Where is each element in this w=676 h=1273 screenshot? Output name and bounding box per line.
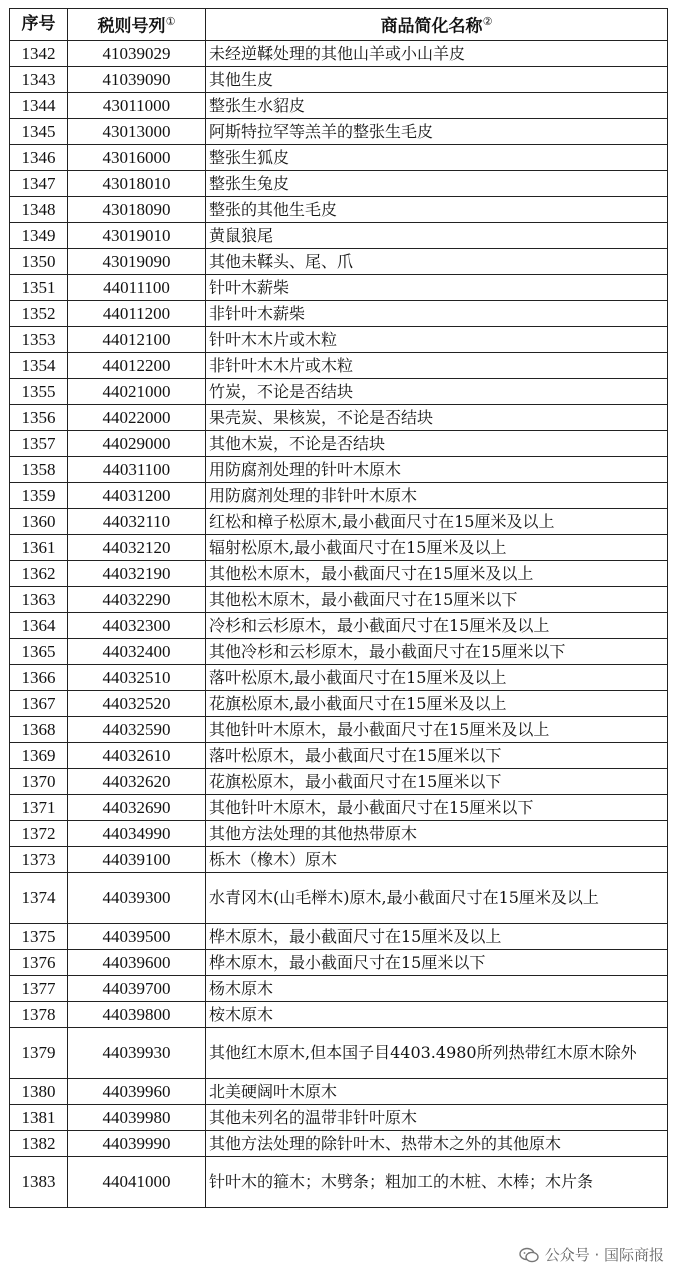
seq-cell: 1379 xyxy=(10,1027,68,1078)
seq-cell: 1361 xyxy=(10,534,68,560)
table-row xyxy=(10,482,668,508)
name-cell: 其他针叶木原木，最小截面尺寸在15厘米以下 xyxy=(206,794,668,820)
code-cell: 44039990 xyxy=(68,1130,206,1156)
header-name: 商品简化名称② xyxy=(206,9,668,41)
seq-cell: 1366 xyxy=(10,664,68,690)
code-cell: 44039500 xyxy=(68,923,206,949)
table-row xyxy=(10,664,668,690)
name-cell: 整张的其他生毛皮 xyxy=(206,196,668,222)
table-row xyxy=(10,1078,668,1104)
table-row xyxy=(10,612,668,638)
table-row xyxy=(10,456,668,482)
name-cell: 其他松木原木，最小截面尺寸在15厘米及以上 xyxy=(206,560,668,586)
table-row xyxy=(10,716,668,742)
seq-cell: 1381 xyxy=(10,1104,68,1130)
seq-cell: 1382 xyxy=(10,1130,68,1156)
table-row xyxy=(10,170,668,196)
table-row xyxy=(10,40,668,66)
code-cell: 44039100 xyxy=(68,846,206,872)
header-code: 税则号列① xyxy=(68,9,206,41)
code-cell: 44011200 xyxy=(68,300,206,326)
header-seq: 序号 xyxy=(10,9,68,41)
name-cell: 其他针叶木原木，最小截面尺寸在15厘米及以上 xyxy=(206,716,668,742)
table-row xyxy=(10,430,668,456)
name-cell: 整张生兔皮 xyxy=(206,170,668,196)
code-cell: 44041000 xyxy=(68,1156,206,1207)
seq-cell: 1369 xyxy=(10,742,68,768)
name-cell: 桦木原木，最小截面尺寸在15厘米以下 xyxy=(206,949,668,975)
code-cell: 44032290 xyxy=(68,586,206,612)
table-row xyxy=(10,1130,668,1156)
table-row xyxy=(10,846,668,872)
watermark xyxy=(519,1244,664,1265)
name-cell: 冷杉和云杉原木，最小截面尺寸在15厘米及以上 xyxy=(206,612,668,638)
seq-cell: 1347 xyxy=(10,170,68,196)
table-row xyxy=(10,949,668,975)
code-cell: 44011100 xyxy=(68,274,206,300)
code-cell: 44012100 xyxy=(68,326,206,352)
name-cell: 整张生狐皮 xyxy=(206,144,668,170)
seq-cell: 1374 xyxy=(10,872,68,923)
seq-cell: 1370 xyxy=(10,768,68,794)
seq-cell: 1348 xyxy=(10,196,68,222)
seq-cell: 1376 xyxy=(10,949,68,975)
code-cell: 44031100 xyxy=(68,456,206,482)
table-row xyxy=(10,923,668,949)
seq-cell: 1372 xyxy=(10,820,68,846)
code-cell: 44031200 xyxy=(68,482,206,508)
code-cell: 44039700 xyxy=(68,975,206,1001)
name-cell: 针叶木的箍木；木劈条；粗加工的木桩、木棒；木片条 xyxy=(206,1156,668,1207)
code-cell: 44032510 xyxy=(68,664,206,690)
table-row xyxy=(10,975,668,1001)
code-cell: 44012200 xyxy=(68,352,206,378)
code-cell: 44039300 xyxy=(68,872,206,923)
code-cell: 44032520 xyxy=(68,690,206,716)
name-cell: 水青冈木(山毛榉木)原木,最小截面尺寸在15厘米及以上 xyxy=(206,872,668,923)
seq-cell: 1368 xyxy=(10,716,68,742)
code-cell: 41039090 xyxy=(68,66,206,92)
table-row xyxy=(10,248,668,274)
name-cell: 其他方法处理的除针叶木、热带木之外的其他原木 xyxy=(206,1130,668,1156)
code-cell: 43016000 xyxy=(68,144,206,170)
table-row xyxy=(10,144,668,170)
table-row xyxy=(10,378,668,404)
table-row xyxy=(10,794,668,820)
code-cell: 44039930 xyxy=(68,1027,206,1078)
name-cell: 其他冷杉和云杉原木，最小截面尺寸在15厘米以下 xyxy=(206,638,668,664)
header-row xyxy=(10,9,668,41)
seq-cell: 1373 xyxy=(10,846,68,872)
seq-cell: 1349 xyxy=(10,222,68,248)
seq-cell: 1352 xyxy=(10,300,68,326)
table-row xyxy=(10,352,668,378)
code-cell: 43011000 xyxy=(68,92,206,118)
table-row xyxy=(10,118,668,144)
footnote-mark-1: ① xyxy=(165,15,176,28)
seq-cell: 1343 xyxy=(10,66,68,92)
code-cell: 44039960 xyxy=(68,1078,206,1104)
footnote-mark-2: ② xyxy=(482,15,493,28)
code-cell: 44039980 xyxy=(68,1104,206,1130)
seq-cell: 1345 xyxy=(10,118,68,144)
seq-cell: 1377 xyxy=(10,975,68,1001)
table-row xyxy=(10,1027,668,1078)
seq-cell: 1354 xyxy=(10,352,68,378)
seq-cell: 1367 xyxy=(10,690,68,716)
seq-cell: 1383 xyxy=(10,1156,68,1207)
table-row xyxy=(10,820,668,846)
name-cell: 其他松木原木，最小截面尺寸在15厘米以下 xyxy=(206,586,668,612)
seq-cell: 1365 xyxy=(10,638,68,664)
code-cell: 43018010 xyxy=(68,170,206,196)
name-cell: 其他生皮 xyxy=(206,66,668,92)
code-cell: 43018090 xyxy=(68,196,206,222)
name-cell: 花旗松原木,最小截面尺寸在15厘米及以上 xyxy=(206,690,668,716)
code-cell: 44032400 xyxy=(68,638,206,664)
name-cell: 落叶松原木，最小截面尺寸在15厘米以下 xyxy=(206,742,668,768)
seq-cell: 1357 xyxy=(10,430,68,456)
table-row xyxy=(10,1156,668,1207)
seq-cell: 1356 xyxy=(10,404,68,430)
code-cell: 44034990 xyxy=(68,820,206,846)
code-cell: 43019010 xyxy=(68,222,206,248)
name-cell: 用防腐剂处理的非针叶木原木 xyxy=(206,482,668,508)
name-cell: 非针叶木木片或木粒 xyxy=(206,352,668,378)
seq-cell: 1346 xyxy=(10,144,68,170)
code-cell: 44039600 xyxy=(68,949,206,975)
name-cell: 黄鼠狼尾 xyxy=(206,222,668,248)
tariff-table xyxy=(9,8,668,1208)
name-cell: 整张生水貂皮 xyxy=(206,92,668,118)
seq-cell: 1358 xyxy=(10,456,68,482)
name-cell: 北美硬阔叶木原木 xyxy=(206,1078,668,1104)
name-cell: 未经逆鞣处理的其他山羊或小山羊皮 xyxy=(206,40,668,66)
name-cell: 针叶木木片或木粒 xyxy=(206,326,668,352)
name-cell: 用防腐剂处理的针叶木原木 xyxy=(206,456,668,482)
table-row xyxy=(10,560,668,586)
seq-cell: 1364 xyxy=(10,612,68,638)
code-cell: 44032690 xyxy=(68,794,206,820)
watermark-text: 公众号 · 国际商报 xyxy=(544,1246,664,1264)
name-cell: 阿斯特拉罕等羔羊的整张生毛皮 xyxy=(206,118,668,144)
table-row xyxy=(10,586,668,612)
name-cell: 栎木（橡木）原木 xyxy=(206,846,668,872)
name-cell: 落叶松原木,最小截面尺寸在15厘米及以上 xyxy=(206,664,668,690)
code-cell: 44032110 xyxy=(68,508,206,534)
code-cell: 44032590 xyxy=(68,716,206,742)
code-cell: 41039029 xyxy=(68,40,206,66)
table-row xyxy=(10,638,668,664)
table-row xyxy=(10,768,668,794)
table-row xyxy=(10,872,668,923)
name-cell: 桉木原木 xyxy=(206,1001,668,1027)
table-row xyxy=(10,326,668,352)
seq-cell: 1353 xyxy=(10,326,68,352)
code-cell: 44039800 xyxy=(68,1001,206,1027)
seq-cell: 1360 xyxy=(10,508,68,534)
code-cell: 44032120 xyxy=(68,534,206,560)
seq-cell: 1355 xyxy=(10,378,68,404)
name-cell: 其他未鞣头、尾、爪 xyxy=(206,248,668,274)
table-row xyxy=(10,1001,668,1027)
seq-cell: 1351 xyxy=(10,274,68,300)
wechat-icon xyxy=(519,1247,539,1263)
table-row xyxy=(10,404,668,430)
name-cell: 果壳炭、果核炭，不论是否结块 xyxy=(206,404,668,430)
code-cell: 43019090 xyxy=(68,248,206,274)
table-row xyxy=(10,534,668,560)
seq-cell: 1371 xyxy=(10,794,68,820)
name-cell: 其他方法处理的其他热带原木 xyxy=(206,820,668,846)
name-cell: 杨木原木 xyxy=(206,975,668,1001)
code-cell: 44021000 xyxy=(68,378,206,404)
seq-cell: 1363 xyxy=(10,586,68,612)
seq-cell: 1344 xyxy=(10,92,68,118)
code-cell: 44022000 xyxy=(68,404,206,430)
name-cell: 花旗松原木，最小截面尺寸在15厘米以下 xyxy=(206,768,668,794)
table-row xyxy=(10,742,668,768)
table-row xyxy=(10,1104,668,1130)
name-cell: 红松和樟子松原木,最小截面尺寸在15厘米及以上 xyxy=(206,508,668,534)
table-row xyxy=(10,508,668,534)
name-cell: 竹炭，不论是否结块 xyxy=(206,378,668,404)
name-cell: 其他红木原木,但本国子目4403.4980所列热带红木原木除外 xyxy=(206,1027,668,1078)
table-row xyxy=(10,300,668,326)
name-cell: 桦木原木，最小截面尺寸在15厘米及以上 xyxy=(206,923,668,949)
code-cell: 44029000 xyxy=(68,430,206,456)
seq-cell: 1378 xyxy=(10,1001,68,1027)
seq-cell: 1350 xyxy=(10,248,68,274)
code-cell: 44032300 xyxy=(68,612,206,638)
name-cell: 针叶木薪柴 xyxy=(206,274,668,300)
code-cell: 44032190 xyxy=(68,560,206,586)
table-row xyxy=(10,690,668,716)
name-cell: 其他木炭，不论是否结块 xyxy=(206,430,668,456)
table-row xyxy=(10,274,668,300)
name-cell: 其他未列名的温带非针叶原木 xyxy=(206,1104,668,1130)
seq-cell: 1342 xyxy=(10,40,68,66)
name-cell: 辐射松原木,最小截面尺寸在15厘米及以上 xyxy=(206,534,668,560)
code-cell: 44032620 xyxy=(68,768,206,794)
seq-cell: 1375 xyxy=(10,923,68,949)
code-cell: 44032610 xyxy=(68,742,206,768)
table-row xyxy=(10,196,668,222)
seq-cell: 1359 xyxy=(10,482,68,508)
table-row xyxy=(10,92,668,118)
table-row xyxy=(10,66,668,92)
code-cell: 43013000 xyxy=(68,118,206,144)
seq-cell: 1380 xyxy=(10,1078,68,1104)
seq-cell: 1362 xyxy=(10,560,68,586)
table-row xyxy=(10,222,668,248)
name-cell: 非针叶木薪柴 xyxy=(206,300,668,326)
